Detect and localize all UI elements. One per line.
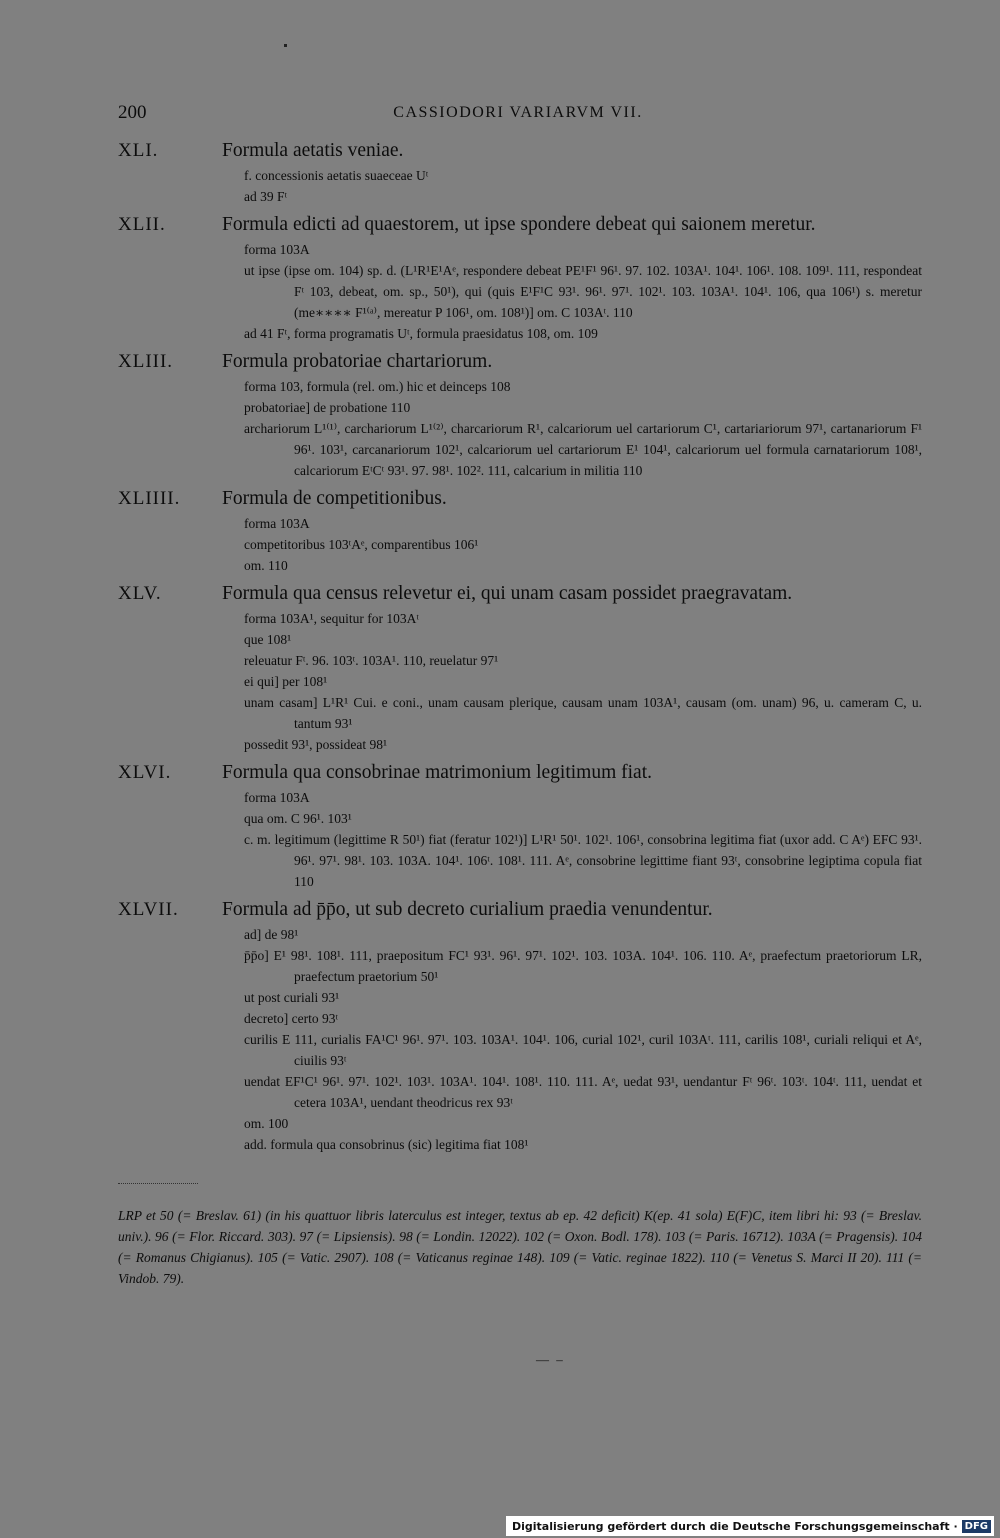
section-title: Formula probatoriae chartariorum.	[222, 351, 493, 372]
section-heading	[118, 583, 922, 608]
section-numeral: XLIII.	[118, 351, 174, 372]
apparatus-note: decreto] certo 93ᵗ	[244, 1011, 339, 1026]
apparatus-note: probatoriae] de probatione 110	[244, 400, 411, 415]
apparatus-note: om. 110	[244, 558, 288, 573]
apparatus-note: forma 103A	[244, 516, 310, 531]
apparatus-note: add. formula qua consobrinus (sic) legitima fiat 108¹	[244, 1137, 529, 1152]
formula-section	[118, 488, 922, 576]
section-numeral: XLIIII.	[118, 488, 181, 509]
formula-section	[118, 214, 922, 344]
section-numeral: XLVII.	[118, 899, 179, 920]
footnote-rule	[118, 1183, 198, 1184]
section-title: Formula de competitionibus.	[222, 488, 447, 509]
apparatus-note: forma 103A¹, sequitur for 103Aᵗ	[244, 611, 419, 626]
formula-section	[118, 583, 922, 755]
section-title: Formula edicti ad quaestorem, ut ipse spondere debeat qui saionem meretur.	[222, 214, 816, 235]
apparatus-note: om. 100	[244, 1116, 289, 1131]
apparatus-note: forma 103, formula (rel. om.) hic et deinceps 108	[244, 379, 511, 394]
section-heading	[118, 214, 922, 239]
section-title: Formula aetatis veniae.	[222, 140, 404, 161]
section-numeral: XLI.	[118, 140, 159, 161]
section-title: Formula ad p̄p̄o, ut sub decreto curialium praedia venundentur.	[222, 899, 713, 920]
apparatus-note: que 108¹	[244, 632, 292, 647]
apparatus-note: qua om. C 96¹. 103¹	[244, 811, 352, 826]
formula-section	[118, 140, 922, 207]
section-heading	[118, 488, 922, 513]
apparatus-note: possedit 93¹, possideat 98¹	[244, 737, 388, 752]
apparatus-note: c. m. legitimum (legittime R 50¹) fiat (feratur 102¹)] L¹R¹ 50¹. 102¹. 106¹, consobrina legitima fiat (uxor add. C Aᵉ) EFC 93¹. 96¹. 97¹. 98¹. 103. 103A. 104¹. 106ᵗ. 108¹. 111. Aᵉ, consobrine legittime fiant 93ᵗ, consobrine legiptima copula fiat 110	[244, 832, 922, 889]
section-heading	[118, 762, 922, 787]
section-title: Formula qua census relevetur ei, qui unam casam possidet praegravatam.	[222, 583, 793, 604]
section-numeral: XLII.	[118, 214, 166, 235]
apparatus-note: ei qui] per 108¹	[244, 674, 328, 689]
running-title: CASSIODORI VARIARVM VII.	[393, 104, 643, 121]
apparatus-note: competitoribus 103ᵗAᵉ, comparentibus 106¹	[244, 537, 479, 552]
page-number: 200	[118, 102, 147, 123]
speck	[284, 44, 287, 47]
apparatus-note: f. concessionis aetatis suaeceae Uᵗ	[244, 168, 429, 183]
apparatus-note: releuatur Fᵗ. 96. 103ᵗ. 103A¹. 110, reuelatur 97¹	[244, 653, 499, 668]
dfg-logo-icon: DFG	[962, 1520, 991, 1533]
apparatus-note: ut post curiali 93¹	[244, 990, 340, 1005]
apparatus-note: ad 41 Fᵗ, forma programatis Uᵗ, formula praesidatus 108, om. 109	[244, 326, 598, 341]
apparatus-note: ad] de 98¹	[244, 927, 299, 942]
formula-section	[118, 762, 922, 892]
apparatus-note: uendat EF¹C¹ 96¹. 97¹. 102¹. 103¹. 103A¹. 104¹. 108¹. 110. 111. Aᵉ, uedat 93¹, uendantur Fᵗ 96ᵗ. 103ᵗ. 104ᵗ. 111, uendat et cetera 103A¹, uendant theodricus rex 93ᵗ	[244, 1074, 922, 1110]
apparatus-note: archariorum L¹⁽¹⁾, carchariorum L¹⁽²⁾, charcariorum R¹, calcariorum uel cartariorum C¹, cartariariorum 97¹, cartanariorum F¹ 96¹. 103¹, carcanariorum 102¹, calcariorum uel cartariorum E¹ 104¹, calcariorum uel formula carnatariorum 108¹, calcariorum EᵗCᵗ 93¹. 97. 98¹. 102². 111, calcarium in militia 110	[244, 421, 922, 478]
digitization-notice: Digitalisierung gefördert durch die Deutsche Forschungsgemeinschaft ·	[511, 1519, 958, 1533]
section-heading	[118, 899, 922, 924]
section-numeral: XLVI.	[118, 762, 172, 783]
formula-list	[118, 140, 922, 1162]
apparatus-note: forma 103A	[244, 242, 310, 257]
apparatus-note: forma 103A	[244, 790, 310, 805]
footer-mark: — –	[536, 1352, 565, 1367]
section-title: Formula qua consobrinae matrimonium legitimum fiat.	[222, 762, 652, 783]
apparatus-note: ad 39 Fᵗ	[244, 189, 288, 204]
section-heading	[118, 140, 922, 165]
manuscript-footnote: LRP et 50 (= Breslav. 61) (in his quattuor libris laterculus est integer, textus ab ep. 42 deficit) K(ep. 41 sola) E(F)C, item libri hi: 93 (= Breslav. univ.). 96 (= Flor. Riccard. 303). 97 (= Lipsiensis). 98 (= Londin. 12022). 102 (= Oxon. Bodl. 178). 103 (= Paris. 16712). 103A (= Pragensis). 104 (= Romanus Chigianus). 105 (= Vatic. 2907). 108 (= Vaticanus reginae 148). 109 (= Vatic. reginae 1822). 110 (= Venetus S. Marci II 20). 111 (= Vindob. 79).	[118, 1208, 922, 1286]
apparatus-note: p̄p̄o] E¹ 98¹. 108¹. 111, praepositum FC¹ 93¹. 96¹. 97¹. 102¹. 103. 103A. 104¹. 106. 110. Aᵉ, praefectum praetoriorum LR, praefectum praetorium 50¹	[244, 948, 922, 984]
apparatus-note: unam casam] L¹R¹ Cui. e coni., unam causam plerique, causam unam 103A¹, causam (om. unam) 96, u. cameram C, u. tantum 93¹	[244, 695, 922, 731]
section-heading	[118, 351, 922, 376]
apparatus-note: ut ipse (ipse om. 104) sp. d. (L¹R¹E¹Aᵉ, respondere debeat PE¹F¹ 96¹. 97. 102. 103A¹. 104¹. 106¹. 108. 109¹. 111, respondeat Fᵗ 103, debeat, om. sp., 50¹), qui (quis E¹F¹C 93¹. 96¹. 97¹. 102¹. 103. 103A¹. 104¹. 106, qua 106¹) s. meretur (me∗∗∗∗ F¹⁽ᵃ⁾, mereatur P 106¹, om. 108¹)] om. C 103Aᵗ. 110	[244, 263, 922, 320]
formula-section	[118, 351, 922, 481]
section-numeral: XLV.	[118, 583, 162, 604]
digitization-banner	[506, 1516, 994, 1536]
formula-section	[118, 899, 922, 1155]
apparatus-note: curilis E 111, curialis FA¹C¹ 96¹. 97¹. 103. 103A¹. 104¹. 106, curial 102¹, curil 103Aᵗ. 111, carilis 108¹, curiali reliqui et Aᵉ, ciuilis 93ᵗ	[244, 1032, 922, 1068]
page-header	[118, 102, 918, 126]
